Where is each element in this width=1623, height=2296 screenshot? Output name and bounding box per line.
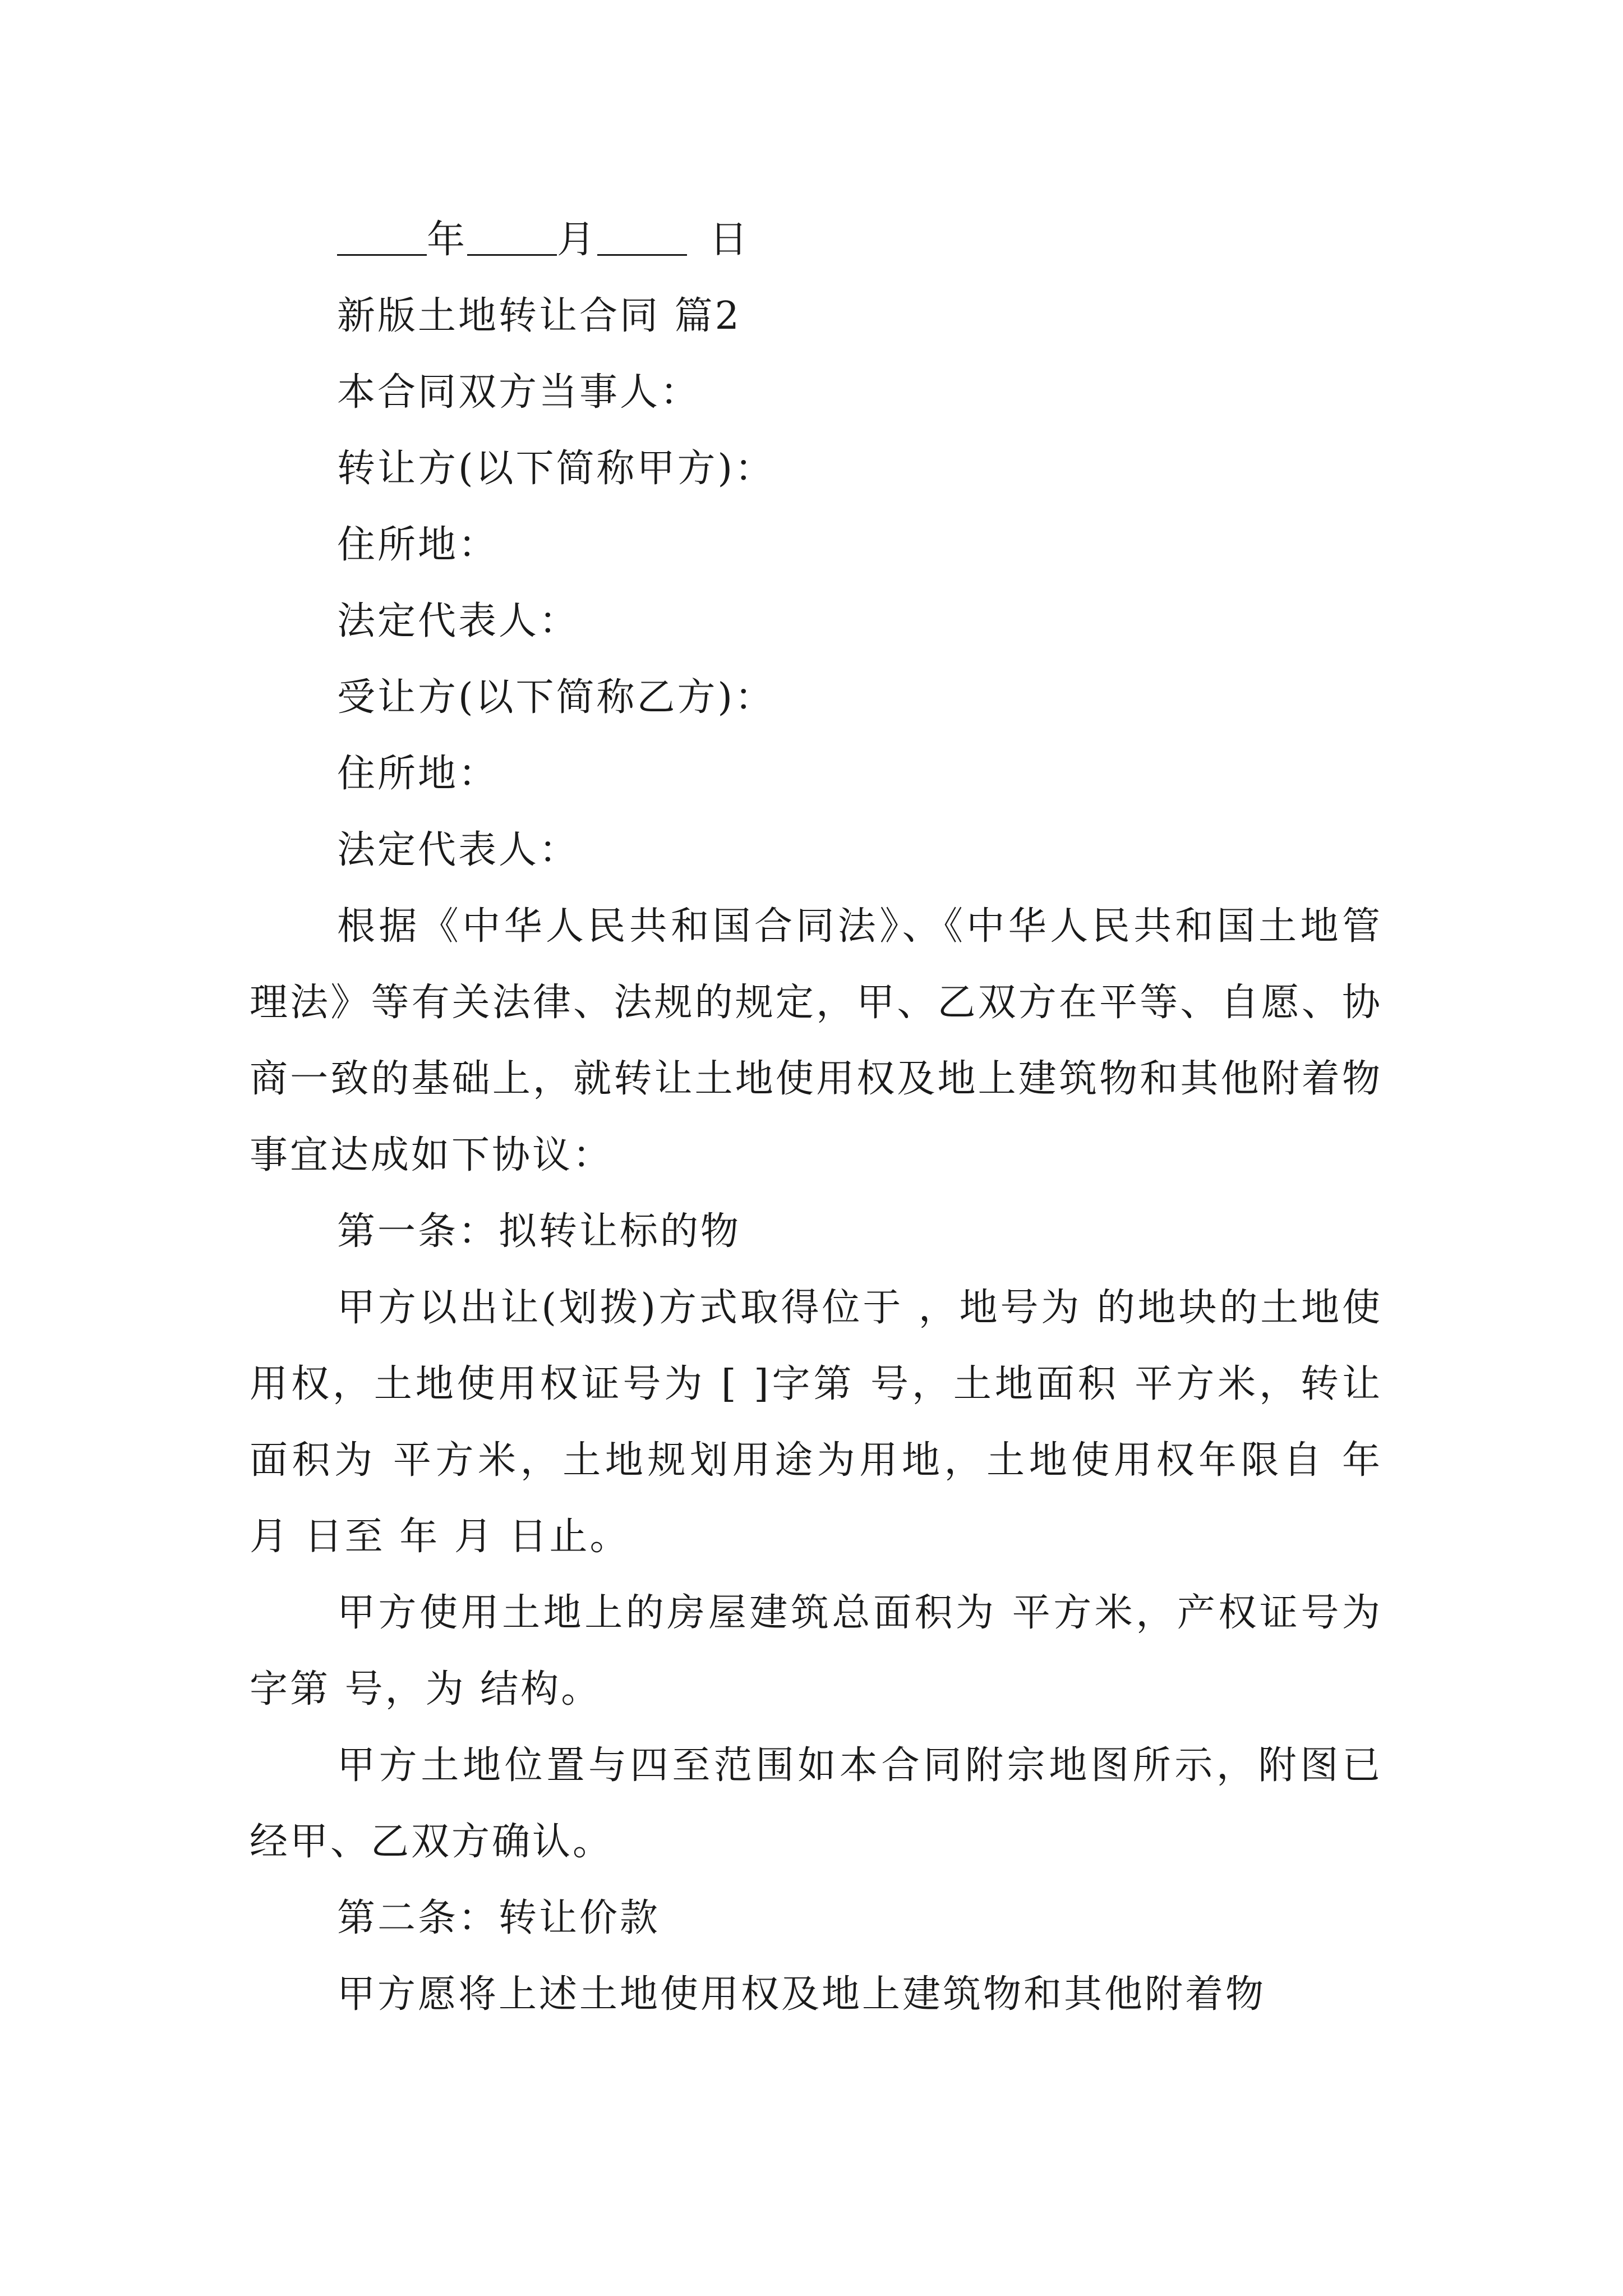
year-label: 年 xyxy=(427,218,468,262)
article-1-title: 第一条：拟转让标的物 xyxy=(337,1209,741,1254)
preamble-paragraph: 根据《中华人民共和国合同法》、《中华人民共和国土地管理法》等有关法律、法规的规定，甲、乙双方在平等、自愿、协商一致的基础上，就转让土地使用权及地上建筑物和其他附着物事宜达成如下协议： xyxy=(250,904,1382,1177)
year-blank xyxy=(337,215,427,256)
party-b-label: 受让方(以下简称乙方)： xyxy=(337,675,776,720)
date-line xyxy=(250,202,1382,278)
party-b-representative: 法定代表人： xyxy=(337,828,580,872)
party-a-representative: 法定代表人： xyxy=(337,599,580,643)
day-blank xyxy=(597,215,687,256)
article-1-paragraph-3: 甲方土地位置与四至范围如本合同附宗地图所示，附图已经甲、乙双方确认。 xyxy=(250,1743,1382,1864)
document-body xyxy=(250,202,1382,2033)
article-1-paragraph-2: 甲方使用土地上的房屋建筑总面积为 平方米，产权证号为 字第 号，为 结构。 xyxy=(250,1591,1382,1711)
party-a-label: 转让方(以下简称甲方)： xyxy=(337,447,776,491)
party-b-address: 住所地： xyxy=(337,752,499,796)
contract-heading: 新版土地转让合同 篇2 xyxy=(337,294,741,338)
month-blank xyxy=(467,215,557,256)
article-1-paragraph-1: 甲方以出让(划拨)方式取得位于 ，地号为 的地块的土地使用权，土地使用权证号为 [ ]字第 号，土地面积 平方米，转让面积为 平方米，土地规划用途为用地，土地使用权年限自 年 月 日至 年 月 日止。 xyxy=(250,1286,1382,1559)
parties-intro: 本合同双方当事人： xyxy=(337,370,701,415)
party-a-address: 住所地： xyxy=(337,523,499,567)
article-2-paragraph-1: 甲方愿将上述土地使用权及地上建筑物和其他附着物 xyxy=(337,1972,1266,2017)
month-label: 月 xyxy=(557,218,598,262)
article-2-title: 第二条：转让价款 xyxy=(337,1896,661,1940)
day-label: 日 xyxy=(709,218,750,262)
